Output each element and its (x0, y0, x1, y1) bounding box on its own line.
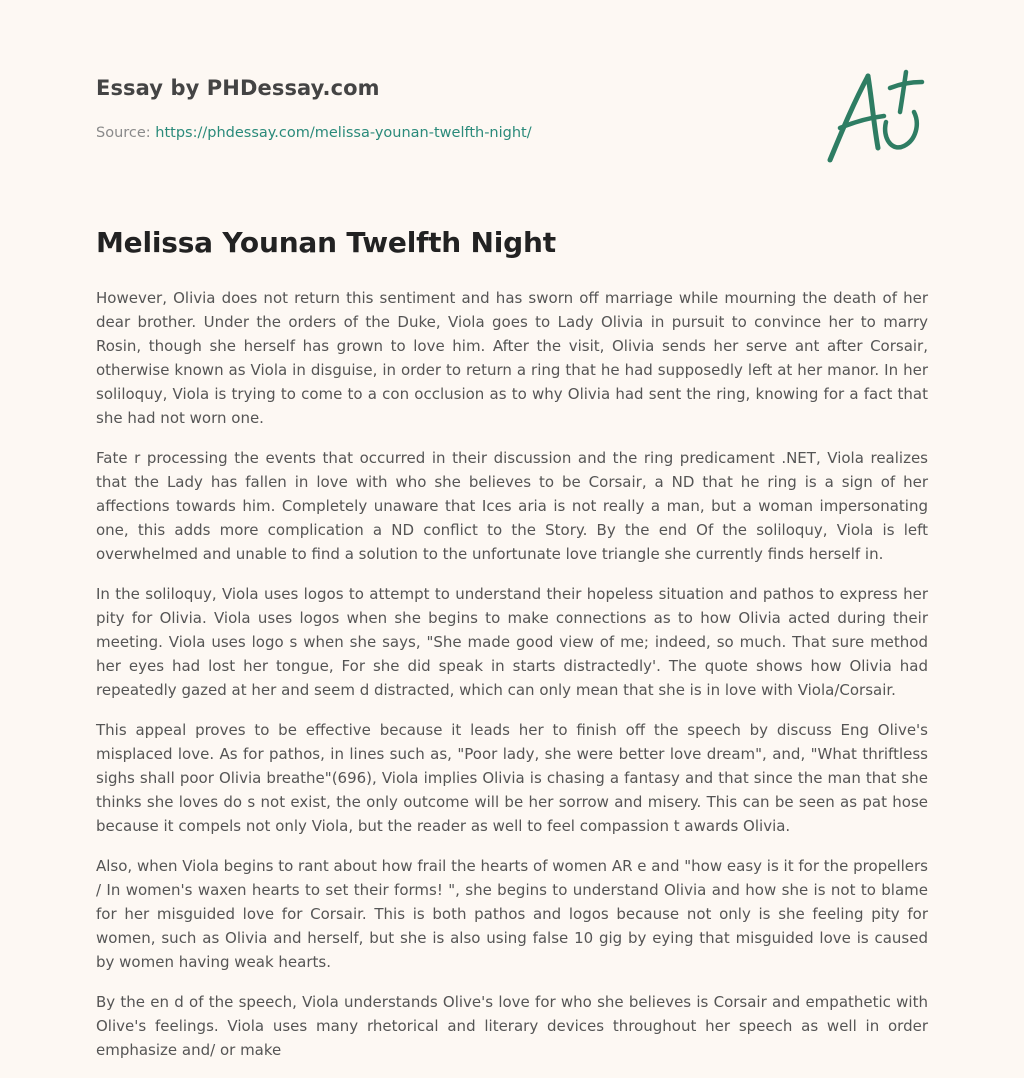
paragraph: By the en d of the speech, Viola understands Olive's love for who she believes is Corsair and empathetic with Olive's feelings. Viola uses many rhetorical and literary devices throughout her speech as well in order emphasize and/ or make (96, 993, 928, 1059)
source-link[interactable]: https://phdessay.com/melissa-younan-twelfth-night/ (155, 125, 532, 141)
essay-body (96, 286, 928, 1078)
paragraph: In the soliloquy, Viola uses logos to attempt to understand their hopeless situation and pathos to express her pity for Olivia. Viola uses logos when she begins to make connections as to how Olivia acted during their meeting. Viola uses logo s when she says, "She made good view of me; indeed, so much. That sure method her eyes had lost her tongue, For she did speak in starts distractedly'. The quote shows how Olivia had repeatedly gazed at her and seem d distracted, which can only mean that she is in love with Viola/Corsair. (96, 585, 928, 699)
source-label: Source: (96, 125, 151, 141)
paragraph: However, Olivia does not return this sentiment and has sworn off marriage while mourning the death of her dear brother. Under the orders of the Duke, Viola goes to Lady Olivia in pursuit to convince her to marry Rosin, though she herself has grown to love him. After the visit, Olivia sends her serve ant after Corsair, otherwise known as Viola in disguise, in order to return a ring that he had supposedly left at her manor. In her soliloquy, Viola is trying to come to a con occlusion as to why Olivia had sent the ring, knowing for a fact that she had not worn one. (96, 289, 928, 427)
paragraph: Also, when Viola begins to rant about how frail the hearts of women AR e and "how easy is it for the propellers / In women's waxen hearts to set their forms! ", she begins to understand Olivia and how she is not to blame for her misguided love for Corsair. This is both pathos and logos because not only is she feeling pity for women, such as Olivia and herself, but she is also using false 10 gig by eying that misguided love is caused by women having weak hearts. (96, 857, 928, 971)
paragraph: Fate r processing the events that occurred in their discussion and the ring predicament .NET, Viola realizes that the Lady has fallen in love with who she believes to be Corsair, a ND that he ring is a sign of her affections towards him. Completely unaware that Ices aria is not really a man, but a woman impersonating one, this adds more complication a ND conflict to the Story. By the end Of the soliloquy, Viola is left overwhelmed and unable to find a solution to the unfortunate love triangle she currently finds herself in. (96, 449, 928, 563)
paragraph: This appeal proves to be effective because it leads her to finish off the speech by discuss Eng Olive's misplaced love. As for pathos, in lines such as, "Poor lady, she were better love dream", and, "What thriftless sighs shall poor Olivia breathe"(696), Viola implies Olivia is chasing a fantasy and that since the man that she thinks she loves do s not exist, the only outcome will be her sorrow and misery. This can be seen as pat hose because it compels not only Viola, but the reader as well to feel compassion t awards Olivia. (96, 721, 928, 835)
source-line (96, 125, 696, 141)
essay-title: Melissa Younan Twelfth Night (96, 226, 556, 259)
page-header (96, 76, 696, 141)
a-plus-logo-icon (822, 66, 928, 166)
site-title: Essay by PHDessay.com (96, 76, 380, 100)
